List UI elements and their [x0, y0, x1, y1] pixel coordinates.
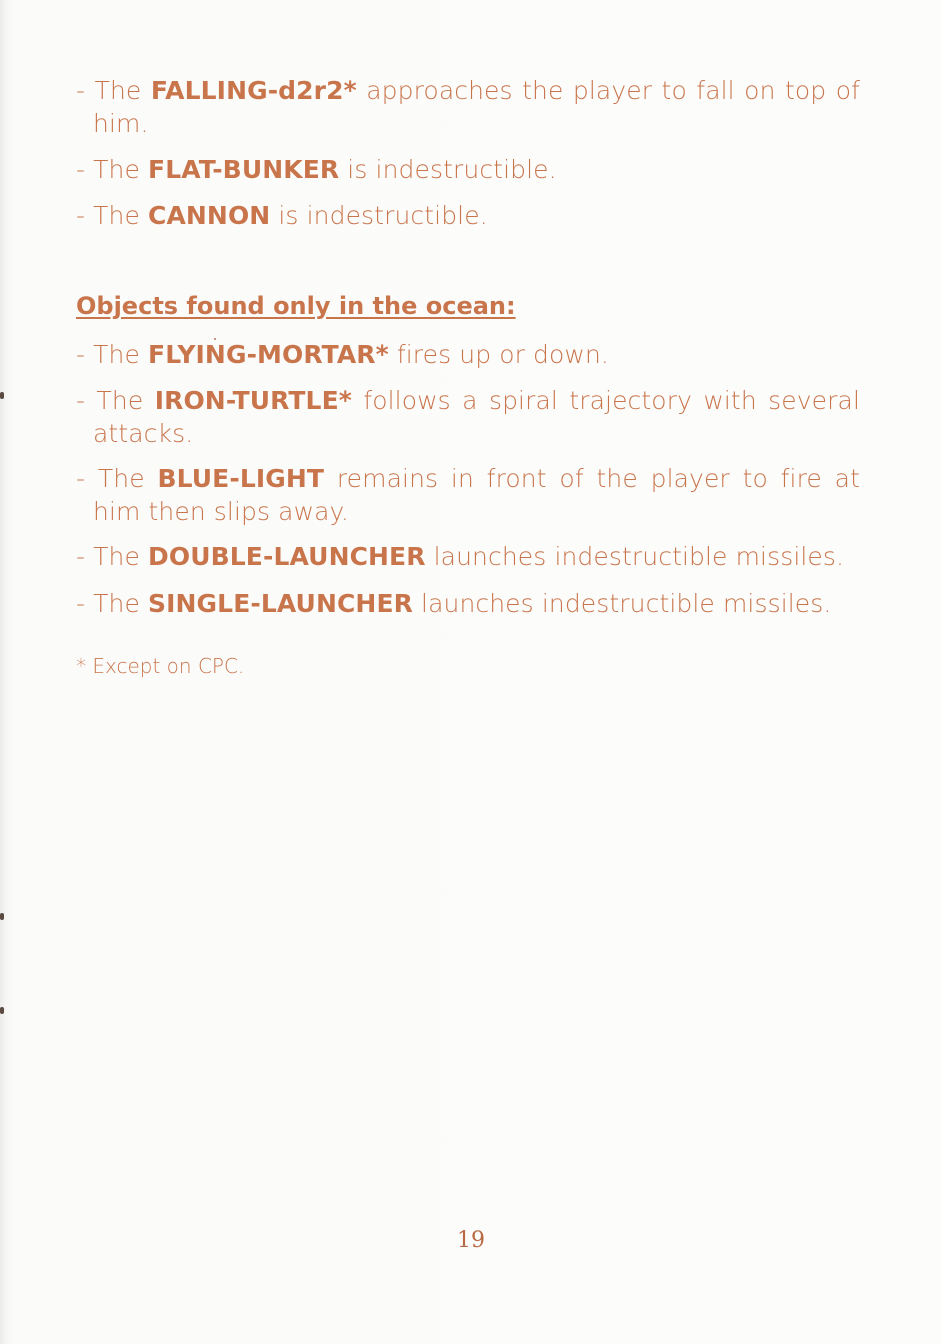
- list-item: [76, 153, 860, 186]
- item-prefix: - The: [76, 589, 149, 618]
- item-prefix: - The: [76, 386, 155, 415]
- list-item: [76, 384, 860, 450]
- object-name: FALLING-d2r2*: [150, 76, 357, 105]
- object-name: FLYING-MORTAR*: [148, 340, 389, 369]
- object-name: FLAT-BUNKER: [148, 155, 340, 184]
- object-name: IRON-TURTLE*: [154, 386, 352, 415]
- item-prefix: - The: [76, 340, 149, 369]
- list-item: [76, 74, 860, 140]
- item-description: launches indestructible missiles.: [412, 589, 832, 618]
- object-name: DOUBLE-LAUNCHER: [148, 542, 426, 571]
- list-item: [76, 199, 860, 232]
- footnote: * Except on CPC.: [76, 654, 245, 678]
- item-description: is indestructible.: [339, 155, 557, 184]
- object-name: BLUE-LIGHT: [157, 464, 325, 493]
- binding-hole-mark: [0, 392, 4, 399]
- item-description: fires up or down.: [388, 340, 609, 369]
- item-prefix: - The: [76, 201, 149, 230]
- object-name: SINGLE-LAUNCHER: [148, 589, 413, 618]
- list-item: [76, 540, 860, 573]
- object-name: CANNON: [148, 201, 271, 230]
- binding-hole-mark: [0, 913, 4, 920]
- binding-hole-mark: [0, 1007, 4, 1014]
- item-description: follows a spiral trajectory with several attacks.: [93, 386, 860, 448]
- item-prefix: - The: [76, 464, 158, 493]
- item-description: launches indestructible missiles.: [425, 542, 845, 571]
- list-item: [76, 338, 860, 371]
- item-description: remains in front of the player to fire at him then slips away.: [93, 464, 861, 526]
- section-heading: Objects found only in the ocean:: [76, 292, 516, 320]
- item-description: approaches the player to fall on top of him.: [93, 76, 860, 138]
- item-description: is indestructible.: [270, 201, 488, 230]
- page-number: 19: [457, 1228, 485, 1253]
- item-prefix: - The: [76, 542, 149, 571]
- item-prefix: - The: [76, 76, 151, 105]
- item-prefix: - The: [76, 155, 149, 184]
- list-item: [76, 462, 860, 528]
- list-item: [76, 587, 860, 620]
